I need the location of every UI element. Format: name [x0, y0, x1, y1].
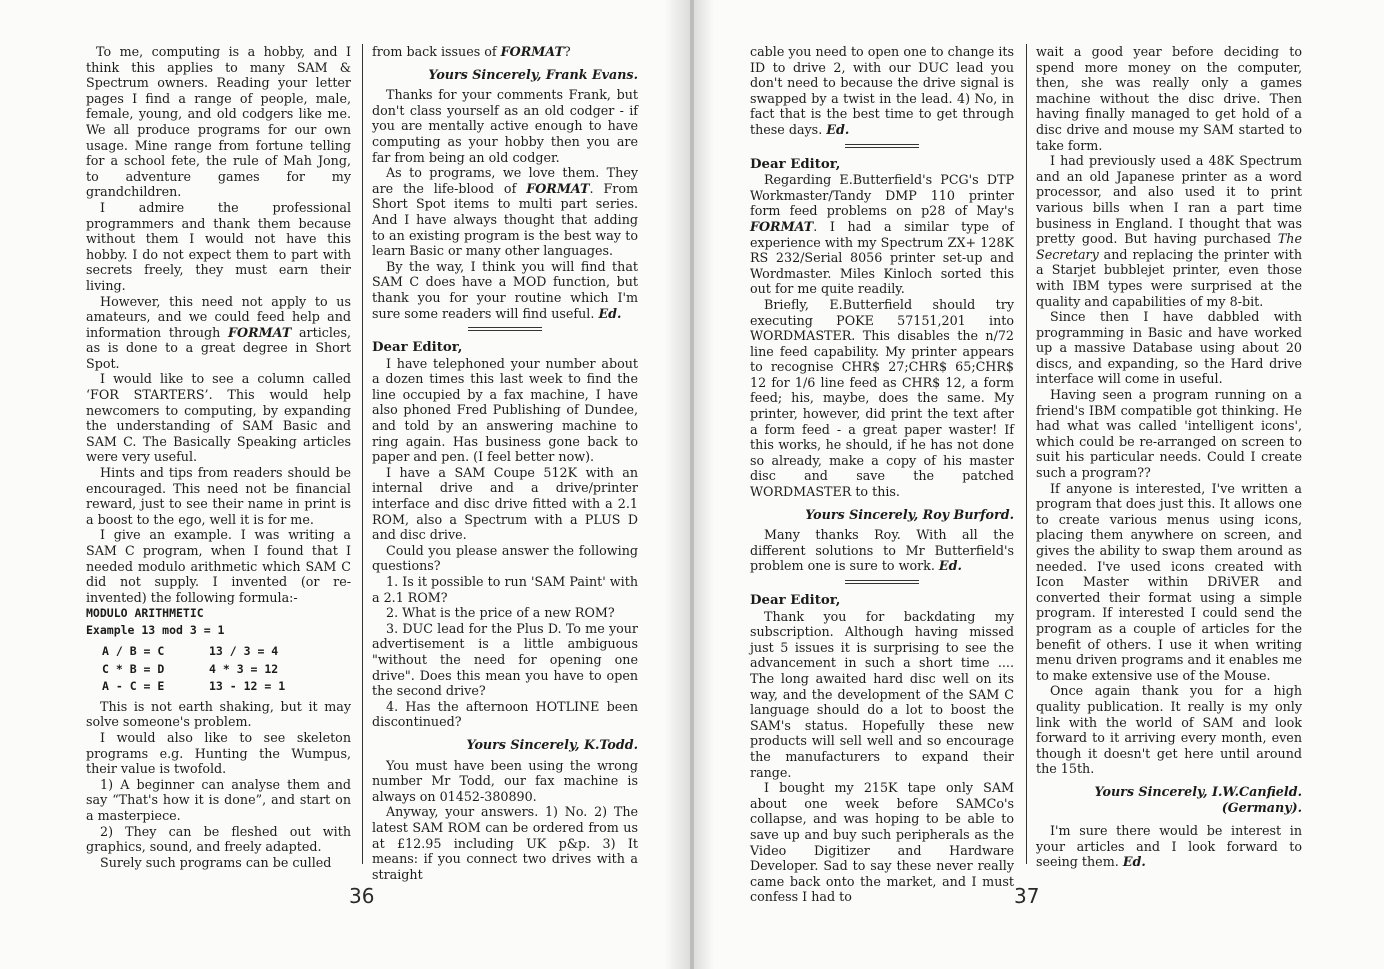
page-number: 37	[1014, 884, 1040, 908]
editor-reply-last: By the way, I think you will find that SAM C does have a MOD function, but thank you for your routine which I'm sure some readers will find useful. Ed.	[372, 258, 638, 321]
code-title: MODULO ARITHMETIC	[86, 606, 204, 621]
code-formula-rows	[86, 643, 351, 696]
paragraph: I admire the professional programmers and thank them because without them I would not have this hobby. I do not expect them to part with secrets freely, they must earn their living.	[86, 199, 351, 293]
letter-frank-evans-tail	[86, 699, 351, 871]
paragraph: Hints and tips from readers should be encouraged. This need not be financial reward, just to see their name in print is a boost to the ego, well it is for me.	[86, 465, 351, 527]
signature-k-todd: Yours Sincerely, K.Todd.	[466, 736, 638, 752]
right-column-2	[1036, 44, 1302, 870]
code-formula-row: A - C = E 13 - 12 = 1	[102, 679, 286, 694]
section-divider	[372, 321, 638, 337]
letter-roy-burford-p2: Briefly, E.Butterfield should try executing POKE 57151,201 into WORDMASTER. This disables the n/72 line feed capability. My printer appears to recognise CHR$ 27;CHR$ 65;CHR$ 12 for 1/6 line feed as CHR$ 12, a form feed; his, maybe, does the same. My printer, however, did print the text after a form feed - a great paper waster! If this works, he should, if he has not done so already, make a copy of his master disc and save the patched WORDMASTER to this.	[750, 296, 1014, 500]
paragraph: Surely such programs can be culled	[100, 854, 332, 870]
signature-canfield: Yours Sincerely, I.W.Canfield. (Germany).	[1094, 783, 1302, 815]
paragraph: 4. Has the afternoon HOTLINE been discontinued?	[372, 698, 638, 730]
paragraph: However, this need not apply to us amateurs, and we could feed help and information through FORMAT articles, as is done to a great degree in Short Spot.	[86, 293, 351, 371]
editor-reply-roy: Many thanks Roy. With all the different solutions to Mr Butterfield's problem one is sure to work. Ed.	[750, 527, 1014, 574]
letter-canfield-body	[750, 609, 1014, 905]
paragraph: I would like to see a column called ‘FOR STARTERS’. This would help newcomers to computing, by expanding the understanding of SAM Basic and SAM C. The Basically Speaking articles were very useful.	[86, 371, 351, 465]
heading-dear-editor-2: Dear Editor,	[750, 593, 841, 608]
left-page	[0, 0, 690, 969]
paragraph: Anyway, your answers. 1) No. 2) The latest SAM ROM can be ordered from us at £12.95 including UK p&p. 3) It means: if you connect two drives with a straight	[372, 804, 638, 882]
signature-frank-evans: Yours Sincerely, Frank Evans.	[428, 66, 638, 82]
continued-letter: wait a good year before deciding to spend more money on the computer, then, she was really only a games machine without the disc drive. Then having finally managed to get hold of a disc drive and mouse my SAM started to take form.	[1036, 44, 1302, 153]
page-number: 36	[349, 884, 375, 908]
letter-canfield-spectrum: I had previously used a 48K Spectrum and an old Japanese printer as a word processor, and also used it to print various bills when I ran a part time business in England. I thought that was pretty good. But having purchased The Secretary and replacing the printer with a Starjet bubblejet printer, even those with IBM types were surprised at the quality and capabilities of my 8-bit.	[1036, 153, 1302, 309]
paragraph-first: To me, computing is a hobby, and I think this applies to many SAM & Spectrum owners. Reading your letter pages I find a range of people, male, female, young, and old codgers like me. We all produce programs for our own usage. Mine range from fortune telling for a school fete, the rule of Mah Jong, to adventure games for my grandchildren.	[86, 44, 351, 200]
continued-reply: cable you need to open one to change its ID to drive 2, with our DUC lead you don't need to because the drive signal is swapped by a twist in the lead. 4) No, in fact that is the best time to get through these days. Ed.	[750, 44, 1014, 137]
editor-reply-canfield: I'm sure there would be interest in your articles and I look forward to seeing them. Ed.	[1036, 823, 1302, 870]
section-divider	[750, 138, 1014, 154]
paragraph: I would also like to see skeleton programs e.g. Hunting the Wumpus, their value is twofold.	[86, 730, 351, 777]
code-formula-row: C * B = D 4 * 3 = 12	[102, 661, 279, 676]
gutter-shadow	[664, 0, 690, 969]
paragraph: Thanks for your comments Frank, but don't class yourself as an old codger - if you are mentally active enough to have computing as your hobby then you are far from being an old codger.	[372, 87, 638, 165]
section-divider	[750, 574, 1014, 590]
right-column-1	[750, 44, 1014, 905]
letter-roy-burford-p1: Regarding E.Butterfield's PCG's DTP Workmaster/Tandy DMP 110 printer form feed problems on p28 of May's FORMAT. I had a similar type of experience with my Spectrum ZX+ 128K RS 232/Serial 8056 printer set-up and Wordmaster. Miles Kinloch sorted this out for me quite readily.	[750, 172, 1014, 297]
column-rule	[362, 44, 363, 864]
letter-frank-evans-body	[86, 44, 351, 605]
letter-k-todd-body	[372, 356, 638, 730]
paragraph: I have telephoned your number about a dozen times this last week to find the line occupied by a fax machine, I have also phoned Fred Publishing of Dundee, and told by an answering machine to ring again. Has business gone back to paper and pen. (I feel better now).	[372, 355, 638, 465]
column-rule	[1026, 44, 1027, 864]
paragraph: 2. What is the price of a new ROM?	[386, 605, 615, 621]
paragraph: This is not earth shaking, but it may solve someone's problem.	[86, 698, 351, 730]
left-column-1	[86, 44, 351, 870]
signature-roy-burford: Yours Sincerely, Roy Burford.	[805, 506, 1014, 522]
paragraph: Could you please answer the following questions?	[372, 542, 638, 574]
editor-reply-2	[372, 758, 638, 883]
paragraph: I bought my 215K tape only SAM about one week before SAMCo's collapse, and was hoping to be able to save up and buy such peripherals as the Video Digitizer and Hardware Developer. Sad to say these never really came back onto the market, and I must confess I had to	[750, 780, 1014, 905]
continued-line: from back issues of FORMAT?	[372, 44, 571, 59]
paragraph: Since then I have dabbled with programming in Basic and have worked up a massive Database using about 20 discs, and expanding, so the Hard drive interface will come in useful.	[1036, 309, 1302, 387]
paragraph: You must have been using the wrong number Mr Todd, our fax machine is always on 01452-380890.	[372, 757, 638, 804]
gutter-shadow	[694, 0, 714, 969]
paragraph: I give an example. I was writing a SAM C program, when I found that I needed modulo arithmetic which SAM C did not supply. I invented (or re-invented) the following formula:-	[86, 527, 351, 605]
paragraph: 3. DUC lead for the Plus D. To me your advertisement is a little ambiguous "without the need for opening one drive". Does this mean you have to open the second drive?	[372, 620, 638, 699]
paragraph: I have a SAM Coupe 512K with an internal drive and a drive/printer interface and disc drive fitted with a 2.1 ROM, also a Spectrum with a PLUS D and disc drive.	[372, 464, 638, 543]
editor-reply-1	[372, 87, 638, 165]
paragraph: If anyone is interested, I've written a program that does just this. It allows one to create various menus using icons, placing them anywhere on screen, and gives the ability to swap them around as needed. I've used icons created with Icon Master within DRiVER and converted their format using a simple program. If interested I could send the program as a couple of articles for the benefit of others. I use it when writing menu driven programs and it enables me to make extensive use of the Mouse.	[1036, 480, 1302, 683]
letter-canfield-rest	[1036, 309, 1302, 777]
code-example: Example 13 mod 3 = 1	[86, 623, 225, 638]
heading-dear-editor: Dear Editor,	[372, 340, 463, 356]
paragraph: 1) A beginner can analyse them and say “That's how it is done”, and start on a masterpiece.	[86, 776, 351, 824]
right-page	[694, 0, 1384, 969]
paragraph: Having seen a program running on a friend's IBM compatible got thinking. He had what was called 'intelligent icons', which could be re-arranged on screen to suit his particular needs. Could I create such a program??	[1036, 387, 1302, 481]
paragraph: Once again thank you for a high quality publication. It really is my only link with the world of SAM and look forward to it arriving every month, even though it doesn't get here until around the 15th.	[1036, 683, 1302, 777]
paragraph: Thank you for backdating my subscription. Although having missed just 5 issues it is surprising to see the advancement in such a short time .... The long awaited hard disc well on its way, and the development of the SAM C language should do a lot to boost the SAM's status. Hopefully these new products will sell well and so encourage the manufacturers to expand their range.	[750, 608, 1014, 780]
left-column-2	[372, 44, 638, 882]
paragraph: 2) They can be fleshed out with graphics, sound, and freely adapted.	[86, 823, 351, 855]
code-formula-row: A / B = C 13 / 3 = 4	[102, 644, 279, 659]
editor-reply-format: As to programs, we love them. They are the life-blood of FORMAT. From Short Spot items to multi part series. And I have always thought that adding to an existing program is the best way to learn Basic or many other languages.	[372, 165, 638, 259]
paragraph: 1. Is it possible to run 'SAM Paint' with a 2.1 ROM?	[372, 574, 638, 605]
heading-dear-editor: Dear Editor,	[750, 156, 841, 172]
